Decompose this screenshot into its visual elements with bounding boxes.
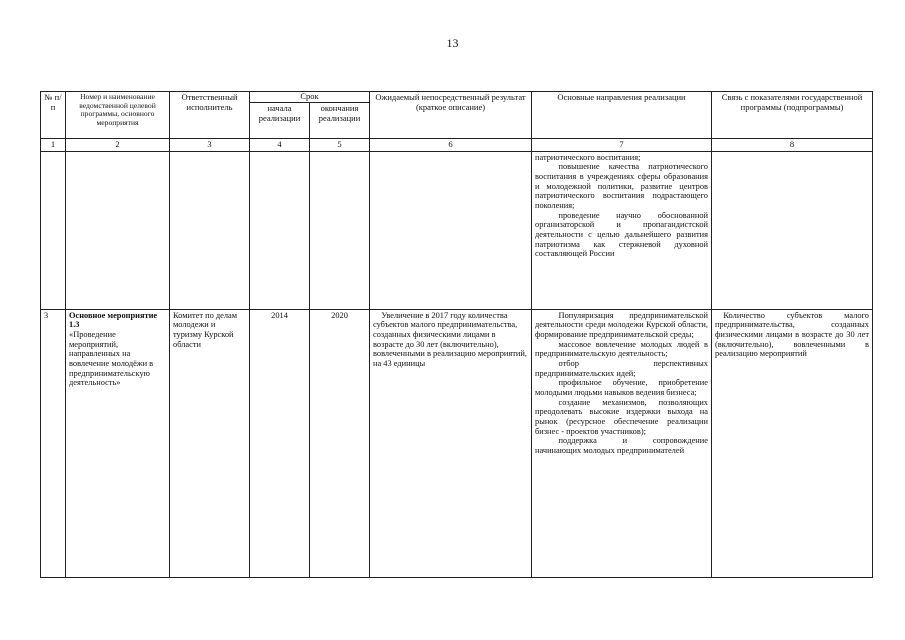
- column-number: 3: [170, 139, 250, 152]
- header-row: [41, 92, 873, 103]
- page-number: 13: [446, 36, 459, 50]
- header-directions: Основные направления реализации: [532, 92, 712, 139]
- header-end: окончания реализации: [310, 103, 370, 139]
- header-executor: Ответственный исполнитель: [170, 92, 250, 139]
- direction-item: Популяризация предпринимательской деятельности среди молодежи Курской области, формирование предпринимательской среды;: [535, 310, 708, 340]
- start-year: 2014: [250, 309, 310, 577]
- column-number: 5: [310, 139, 370, 152]
- header-expected-result: Ожидаемый непосредственный результат (краткое описание): [370, 92, 532, 139]
- column-number: 6: [370, 139, 532, 152]
- indicator-link: [712, 309, 873, 577]
- indicator-text: Количество субъектов малого предпринимательства, созданных физическими лицами в возрасте до 30 лет (включительно), вовлеченными в реализацию мероприятий: [715, 310, 869, 359]
- direction-item: повышение качества патриотического воспитания в учреждениях сферы образования и молодежной политики, развитие центров патриотического воспитания подрастающего поколения;: [535, 162, 708, 211]
- column-number: 7: [532, 139, 712, 152]
- direction-item: отбор перспективных предпринимательских идей;: [535, 359, 708, 378]
- direction-item: создание механизмов, позволяющих преодолевать высокие издержки выхода на рынок (ресурсное обеспечение реализации бизнес - проектов участников);: [535, 397, 708, 436]
- header-indicators-link: Связь с показателями государственной программы (подпрограммы): [712, 92, 873, 139]
- continuation-row: [41, 151, 873, 309]
- header-start: начала реализации: [250, 103, 310, 139]
- event-title: Основное мероприятие 1.3: [69, 310, 158, 330]
- directions-cell: [532, 309, 712, 577]
- direction-item: профильное обучение, приобретение молодыми людьми навыков ведения бизнеса;: [535, 378, 708, 398]
- expected-result-text: Увеличение в 2017 году количества субъектов малого предпринимательства, созданных физическими лицами в возрасте до 30 лет (включительно), вовлеченными в реализацию мероприятий, на 43 единицы: [373, 310, 527, 369]
- direction-item: массовое вовлечение молодых людей в предпринимательскую деятельность;: [535, 339, 708, 359]
- event-name-cell: [66, 309, 170, 577]
- column-number: 2: [66, 139, 170, 152]
- end-year: 2020: [310, 309, 370, 577]
- direction-item: поддержка и сопровождение начинающих молодых предпринимателей: [535, 436, 708, 455]
- table-row-3: [41, 309, 873, 577]
- responsible-executor: Комитет по делам молодежи и туризму Курской области: [170, 309, 250, 577]
- header-number: № п/п: [41, 92, 66, 139]
- direction-item: патриотического воспитания;: [535, 152, 641, 162]
- direction-item: проведение научно обоснованной организаторской и пропагандистской деятельности с целью дальнейшего развития патриотизма как стержневой духовной составляющей России: [535, 210, 708, 259]
- program-events-table: [40, 91, 873, 578]
- column-number: 4: [250, 139, 310, 152]
- event-description: «Проведение мероприятий, направленных на вовлечение молодёжи в предпринимательскую деятельность»: [69, 330, 154, 388]
- header-program-name: Номер и наименование ведомственной целевой программы, основного мероприятия: [66, 92, 170, 139]
- continuation-directions: [532, 151, 712, 309]
- row-number: 3: [41, 309, 66, 577]
- column-number: 1: [41, 139, 66, 152]
- column-numbers-row: [41, 139, 873, 152]
- column-number: 8: [712, 139, 873, 152]
- header-term: Срок: [250, 92, 370, 103]
- expected-result: [370, 309, 532, 577]
